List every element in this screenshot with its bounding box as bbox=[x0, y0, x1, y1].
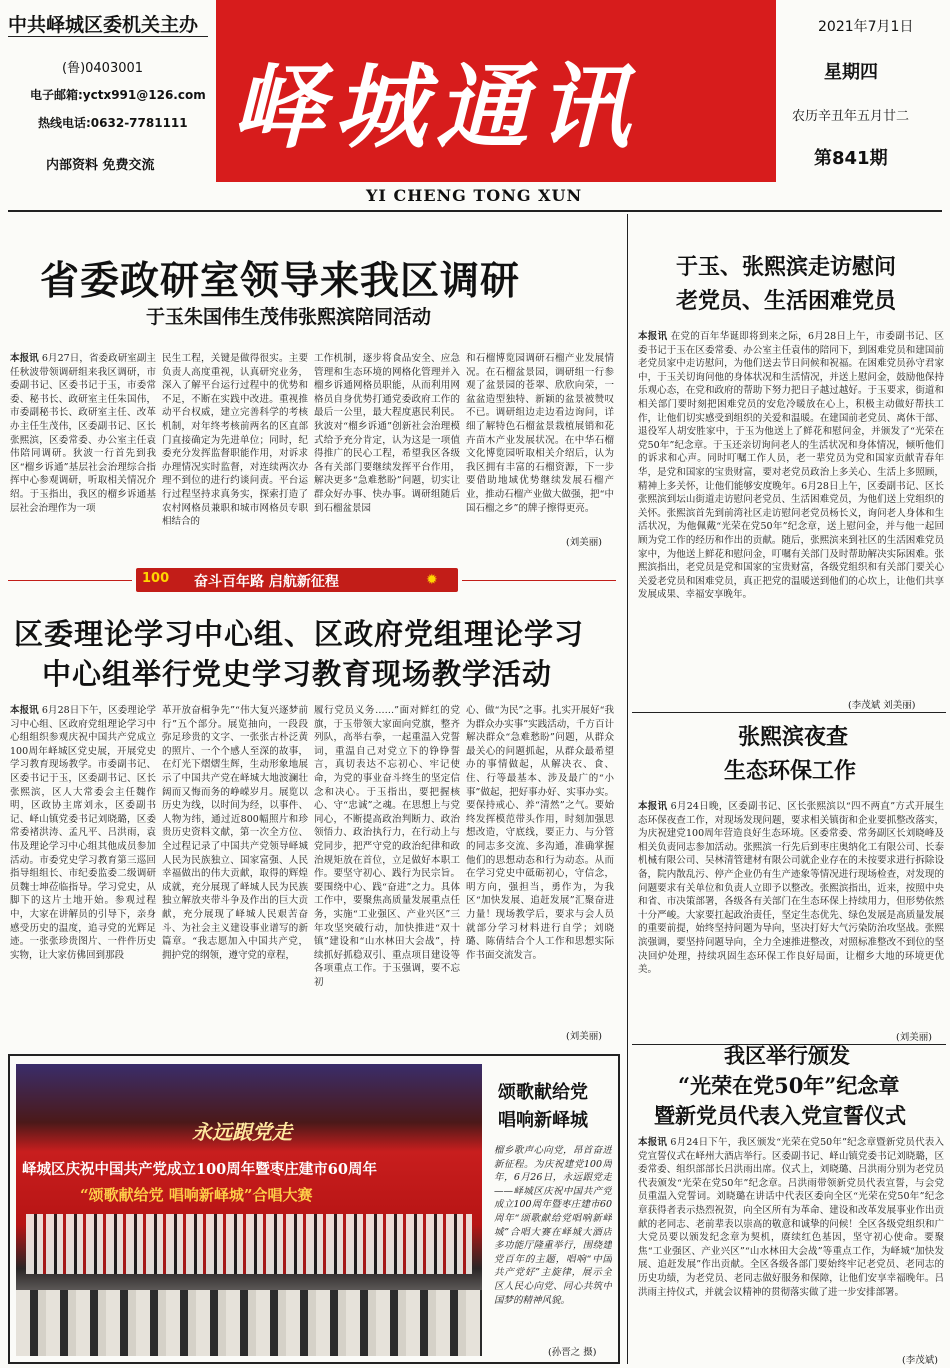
hotline: 热线电话:0632-7781111 bbox=[38, 116, 188, 130]
article2-title-line1: 区委理论学习中心组、区政府党组理论学习 bbox=[14, 617, 585, 651]
masthead-pinyin: YI CHENG TONG XUN bbox=[366, 186, 583, 205]
right1-lead: 本报讯 bbox=[638, 331, 668, 342]
right3-body: 本报讯 6月24日下午，我区颁发“光荣在党50年”纪念章暨新党员代表入党宣誓仪式在峄州大酒店举行。区委副书记、峄山镇党委书记刘晓璐，区委常委、组织部部长吕洪雨出席。仪式上，刘晓璐、吕洪雨分别为老党员代表颁发“光荣在党50年”纪念章。吕洪雨带领新党员代表宣誓，与会党员重温入党誓词。刘晓璐在讲话中代表区委向全区“光荣在党50年”纪念章获得者表示热烈祝贺，向全区所有为革命、建设和改革发展事业作出贡献的老同志、老前辈表以崇高的敬意和诚挚的问候！全区各级党组织和广大党员要以颁发纪念章为契机，赓续红色基因，坚守初心使命。要聚焦“工业强区、产业兴区”“山水林田大会战”等重点工作，为峄城“加快发展、追赶发展”作出贡献。全区各级各部门要始终牢记老党员、老同志的历史功绩，为老党员、老同志做好服务和保障，让他们安享幸福晚年。吕洪雨主持仪式，并就会议精神的贯彻落实做了进一步安排部署。 bbox=[638, 1137, 944, 1298]
stage-banner-2: “颂歌献给党 唱响新峄城”合唱大赛 bbox=[80, 1186, 313, 1204]
issue-info bbox=[790, 10, 945, 180]
photo-story-text: 榴乡歌声心向党，昂首奋进新征程。为庆祝建党100周年，6月26日，永远跟党走——峄城区庆祝中国共产党成立100周年暨枣庄建市60周年“颂歌献给党唱响新峄城”合唱大赛在峄城大酒店多功能厅隆重举行，围绕建党百年的主题，唱响“中国共产党好”主旋律，展示全区人民心向党、同心共筑中国梦的精神风貌。 bbox=[494, 1145, 612, 1306]
centenary-badge: 100 bbox=[142, 571, 170, 586]
sponsor: 中共峄城区委机关主办 bbox=[8, 14, 199, 36]
issue-date: 2021年7月1日 bbox=[818, 19, 914, 35]
article1-title: 省委政研室领导来我区调研 bbox=[40, 258, 521, 304]
right1-byline: (李茂斌 刘美丽) bbox=[848, 700, 916, 711]
choir-photo bbox=[16, 1064, 482, 1356]
issue-weekday: 星期四 bbox=[824, 62, 878, 83]
license-number: (鲁)0403001 bbox=[62, 61, 144, 76]
header-info bbox=[8, 6, 208, 182]
article1-column-1: 本报讯 6月27日，省委政研室副主任秋波带领调研组来我区调研，市委副书记、区委书记于玉，市委常委、秘书长、政研室主任朱国伟，市委副秘书长、政研室主任、改革办主任生茂伟，区委副书记、区长张熙滨，区委常委、办公室主任袁伟陪同调研。狄波一行首先到我区“榴乡诉通”基层社会治理综合指挥中心参观调研，听取相关情况介绍。于玉指出，我区的榴乡诉通基层社会治理作为一项 bbox=[10, 353, 156, 514]
article2-column-1: 本报讯 6月28日下午，区委理论学习中心组、区政府党组理论学习中心组组织参观庆祝中国共产党成立100周年峄城区党史展，开展党史学习教育现场教学。市委副书记、区委书记于玉，区委副书记、区长张熙滨，区人大常委会主任魏作明，区政协主席刘永，区委副书记、峄山镇党委书记刘晓璐，区委常委褚洪涛、孟凡平、吕洪雨，袁伟及理论学习中心组其他成员参加活动。市委党史学习教育第三巡回指导组组长、市纪委监委二级调研员魏士坤莅临指导。学习党史，从脚下的这片土地开始。参观过程中，大家在讲解员的引导下，亲身感受历史的温度，追寻党的光辉足迹。一张张珍贵图片、一件件历史实物，让大家仿佛回到那段 bbox=[10, 705, 156, 961]
article1-column-3: 工作机制，逐步将食品安全、应急管理和生态环境的网格化管理并入榴乡诉通网格员职能，从而利用网格员自身优势打通党委政府工作的最后一公里，最大程度惠民利民。狄波对“榴乡诉通”创新社会治理模式给予充分肯定，认为这是一项值得推广的民心工程，希望我区各级各有关部门要继续发挥平台作用，解决更多“急难愁盼”问题，切实让群众好办事、快办事。调研组随后到石榴盆景园 bbox=[314, 353, 460, 514]
photo-story-title-line2: 唱响新峄城 bbox=[498, 1110, 588, 1131]
right2-lead: 本报讯 bbox=[638, 801, 668, 812]
right2-body: 本报讯 6月24日晚，区委副书记、区长张熙滨以“四不两直”方式开展生态环保夜查工作，对现场发现问题，要求相关镇街和企业要抓整改落实，为庆祝建党100周年营造良好生态环境。区委常委、常务副区长刘晓峰及相关负责同志参加活动。张熙滨一行先后到枣庄奥纳化工有限公司、长泰机械有限公司、吴林清管建材有限公司就企业存在的未按要求进行拆除设备，院内散乱污、停产企业仍有生产迹象等情况进行现场检查，对发现的问题要求有关单位和负责人立即予以整改。张熙滨指出，近来，按照中央和省、市决策部署，各级各有关部门在生态环保上持续用力，但形势依然十分严峻。大家要扛起政治责任，坚定生态优先、绿色发展是高质量发展的重要前提，始终坚持问题为导向，坚决打好大气污染防治攻坚战。张熙滨强调，要坚持问题导向，全力全速推进整改，对照标准整改不到位的坚决回炉处理，持续巩固生态环保工作良好局面，让榴乡大地的环境更优美。 bbox=[638, 801, 944, 976]
photo-story-byline: (孙晋之 摄) bbox=[548, 1347, 597, 1358]
issue-lunar-date: 农历辛丑年五月廿二 bbox=[792, 109, 910, 124]
centenary-banner bbox=[136, 568, 458, 592]
right2-byline: (刘美丽) bbox=[896, 1032, 932, 1043]
email: 电子邮箱:yctx991@126.com bbox=[30, 88, 206, 102]
right1-title-line2: 老党员、生活困难党员 bbox=[676, 288, 897, 314]
right1-body: 本报讯 在党的百年华诞即将到来之际，6月28日上午，市委副书记、区委书记于玉在区委常委、办公室主任袁伟的陪同下，到困难党员和建国前老党员家中走访慰问，为他们送去节日问候和祝福。在困难党员孙守君家中，于玉关切询问他的身体状况和生活情况，并送上慰问金，鼓励他保持乐观心态，在党和政府的帮助下努力把日子越过越好。于玉要求，街道和相关部门要时刻把困难党员的安危冷暖放在心上，积极主动做好帮扶工作，让他们切实感受到组织的关爱和温暖。在建国前老党员、离休干部、退役军人胡安胜家中，于玉为他送上了鲜花和慰问金，并颁发了“光荣在党50年”纪念章。于玉还亲切询问老人的生活状况和身体情况，倾听他们的诉求和心声。同时叮嘱工作人员，老一辈党员为党和国家贡献青春年华，是党和国家的宝贵财富，要对老党员政治上多关心、生活上多照顾，精神上多关怀，让他们能够安度晚年。6月28日上午，区委副书记、区长张熙滨到坛山街道走访慰问老党员、生活困难党员，为他们送上党组织的关怀。张熙滨首先到前湾社区走访慰问老党员杨长义，询问老人身体和生活状况，为他佩戴“光荣在党50年”纪念章，送上慰问金，并与他一起回顾为党工作的经历和作出的贡献。随后，张熙滨来到社区的生活困难党员家中，为他送上鲜花和慰问金，叮嘱有关部门及时帮助解决实际困难。张熙滨指出，老党员是党和国家的宝贵财富，各级党组织和有关部门要关心关爱老党员和困难党员，真正把党的温暖送到他们的心坎上，让他们共享发展成果、幸福安享晚年。 bbox=[638, 331, 944, 601]
banner-rule-right bbox=[462, 580, 616, 581]
right3-title-line2: “光荣在党50年”纪念章 bbox=[678, 1073, 900, 1098]
distribution-note: 内部资料 免费交流 bbox=[46, 158, 155, 173]
audience bbox=[16, 1290, 482, 1356]
banner-slogan: 奋斗百年路 启航新征程 bbox=[194, 574, 339, 590]
right2-title-line2: 生态环保工作 bbox=[724, 758, 857, 784]
photo-story-title-line1: 颂歌献给党 bbox=[498, 1082, 588, 1103]
right-column-divider bbox=[627, 214, 628, 1364]
banner-decoration-icon: ✹ bbox=[426, 572, 438, 588]
article2-byline: (刘美丽) bbox=[566, 1031, 602, 1042]
right3-title-line3: 暨新党员代表入党宣誓仪式 bbox=[654, 1103, 906, 1128]
choir-rows bbox=[26, 1214, 472, 1274]
stage-slogan: 永远跟党走 bbox=[192, 1120, 292, 1144]
article1-lead: 本报讯 bbox=[10, 353, 39, 364]
article2-column-3: 履行党员义务……”面对鲜红的党旗，于玉带领大家面向党旗，整齐列队，高举右拳，一起重温入党誓词，重温自己对党立下的铮铮誓言，真切表达不忘初心、牢记使命，为党的事业奋斗终生的坚定信念和决心。于玉指出，要把握核心、守“忠诚”之魂。在思想上与党同心，不断提高政治判断力、政治领悟力、政治执行力，在行动上与党同步，把严守党的政治纪律和政治规矩放在首位，立足做好本职工作。要坚守初心、践行为民宗旨。要围绕中心、践“奋进”之力。具体工作中，要聚焦高质量发展重点任务，实施“工业强区、产业兴区”三年攻坚突破行动，加快推进“双十镇”建设和“山水林田大会战”，持续抓好抓稳双引、重点项目建设等各项重点工作。于玉强调，要不忘初 bbox=[314, 705, 460, 988]
article1-byline: (刘美丽) bbox=[566, 537, 602, 548]
right1-bottom-rule bbox=[632, 712, 946, 713]
banner-rule-left bbox=[8, 580, 132, 581]
masthead-title: 峄城通讯 bbox=[232, 53, 641, 161]
stage-banner: 峄城区庆祝中国共产党成立100周年暨枣庄建市60周年 bbox=[22, 1161, 377, 1178]
header-divider-left bbox=[8, 36, 208, 37]
masthead bbox=[216, 0, 776, 182]
article2-lead: 本报讯 bbox=[10, 705, 39, 716]
article1-subtitle: 于玉朱国伟生茂伟张熙滨陪同活动 bbox=[146, 306, 432, 328]
right1-title-line1: 于玉、张熙滨走访慰问 bbox=[676, 254, 897, 280]
issue-number: 第841期 bbox=[814, 148, 888, 169]
right3-byline: (李茂斌) bbox=[902, 1355, 938, 1366]
right2-title-line1: 张熙滨夜查 bbox=[738, 724, 849, 750]
article1-column-4: 和石榴博览园调研石榴产业发展情况。在石榴盆景园，调研组一行参观了盆景园的苍翠、欣欣向荣，一盆盆造型独特、新颖的盆景被赞叹不已。调研组边走边看边询问，详细了解特色石榴盆景栽植展销和花卉苗木产业发展状况。在中华石榴文化博览园听取相关介绍后，认为我区拥有丰富的石榴资源，下一步要借助地域优势继续发展石榴产业，推动石榴产业做大做强，把“中国石榴之乡”的牌子擦得更亮。 bbox=[466, 353, 614, 514]
article1-column-2: 民生工程，关键是做得很实。主要负责人高度重视，认真研究业务，深入了解平台运行过程中的优势和不足，不断在实践中改进。重视推动平台权威，建立完善科学的考核机制，对年终考核前两名的区直部门直接确定为先进单位；同时，纪委充分发挥监督职能作用，对诉求办理情况实时监督，对连续两次办理不到位的进行约谈问责。平台运行过程坚持求真务实，探索打造了农村网格员兼职和城市网格员专职相结合的 bbox=[162, 353, 308, 528]
header-bottom-rule bbox=[8, 210, 942, 212]
right3-title-line1: 我区举行颁发 bbox=[724, 1043, 850, 1068]
article2-column-2: 革开放奋楫争先”“伟大复兴逐梦前行”五个部分。展览抽向，一段段弥足珍贵的文字、一张张古朴泛黄的照片、一个个感人至深的故事，在灯光下熠熠生辉，生动形象地展示了中国共产党在峄城大地波澜壮阔而又悔而务的峥嵘岁月。展览以历史为线，以时间为经，以事件、人物为纬，通过近800幅照片和珍贵历史资料文献，第一次全方位、全过程记录了中国共产党领导峄城人民为民族独立、国家富强、人民幸福做出的伟大贡献，取得的辉煌成就，充分展现了峄城人民为民族独立解放夹带斗争及作出的巨大贡献，充分展现了峄城人民艰苦奋斗、为社会主义建设事业谱写的新篇章。“我志愿加入中国共产党，拥护党的纲领，遵守党的章程， bbox=[162, 705, 308, 961]
article2-column-4: 心、做“为民”之事。扎实开展好“我为群众办实事”实践活动，千方百计解决群众“急难愁盼”问题，从群众最关心的问题抓起，从群众最希望办的事情做起，从解决衣、食、住、行等最基本、涉及最广的“小事”做起，把好事办好、实事办实。要保持戒心、养“清然”之气。要始终发挥模范带头作用，时刻加强思想改造，守底线，要正力、与分管的同志多交流、多沟通，准确掌握他们的思想动态和行为动态。从而在学习党史中砥砺初心，守信念，明方向，强担当，勇作为，为我区“加快发展、追赶发展”汇聚奋进力量！现场教学后，要求与会人员就部分学习材料进行自学；刘晓璐、陈倩结合个人工作和思想实际作书面交流发言。 bbox=[466, 705, 614, 961]
article2-title-line2: 中心组举行党史学习教育现场教学活动 bbox=[42, 657, 553, 691]
right3-lead: 本报讯 bbox=[638, 1137, 668, 1148]
